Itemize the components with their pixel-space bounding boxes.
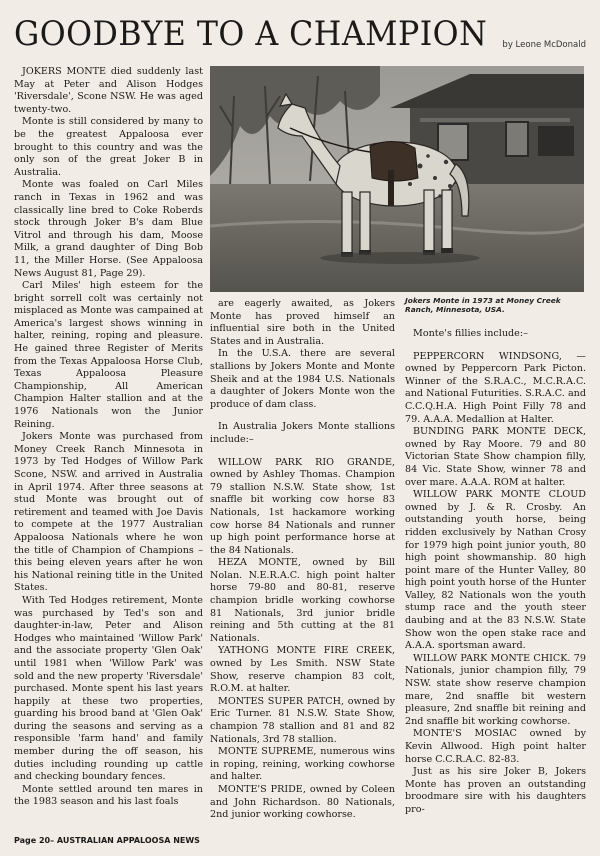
horse-photo — [210, 66, 584, 292]
paragraph: HEZA MONTE, owned by Bill Nolan. N.E.R.A.C. high point halter horse 79-80 and 80-81, reserve champion bridle working cowhorse 81 Nationals, 3rd junior bridle reining and 5th cutting at the 81 Nationals. — [210, 557, 395, 644]
paragraph: MONTE SUPREME, numerous wins in roping, reining, working cowhorse and halter. — [210, 746, 395, 783]
article-title: GOODBYE TO A CHAMPION — [14, 14, 488, 54]
paragraph: Monte is still considered by many to be the greatest Appaloosa ever brought to this country and was the only son of the great Joker B in Australia. — [14, 116, 203, 178]
paragraph: MONTE'S MOSIAC owned by Kevin Allwood. High point halter horse C.C.R.A.C. 82-83. — [405, 728, 586, 765]
paragraph: JOKERS MONTE died suddenly last May at Peter and Alison Hodges 'Riversdale', Scone NSW. He was aged twenty-two. — [14, 66, 203, 115]
paragraph: Monte's fillies include:– — [413, 328, 528, 339]
paragraph: MONTES SUPER PATCH, owned by Eric Turner. 81 N.S.W. State Show, champion 78 stallion and 81 and 82 Nationals, 3rd 78 stallion. — [210, 695, 395, 745]
paragraph: BUNDING PARK MONTE DECK, owned by Ray Moore. 79 and 80 Victorian State Show champion filly, 84 Vic. State Show, winner 78 and over mare. A.A.A. ROM at halter. — [405, 426, 586, 488]
paragraph: Jokers Monte was purchased from Money Creek Ranch Minnesota in 1973 by Ted Hodges of Willow Park Scone, NSW. and arrived in Australia in April 1974. After three seasons at stud Monte was brought out of retirement and teamed with Joe Davis to compete at the 1977 Australian Appaloosa Nationals where he won the title of Champion of Champions – this being eleven years after he won his National reining title in the United States. — [14, 431, 203, 594]
paragraph: WILLOW PARK MONTE CLOUD owned by J. & R. Crosby. An outstanding youth horse, being ridden exclusively by Nathan Crosy for 1979 high point junior youth, 80 high point showmanship. 80 high point mare of the Hunter Valley, 80 high point youth horse of the Hunter Valley, 82 Nationals won the youth stump race and the youth steer daubing and at the 83 N.S.W. State Show won the open stake race and A.A.A. sportsman award. — [405, 489, 586, 652]
paragraph: Monte was foaled on Carl Miles ranch in Texas in 1962 and was classically line bred to Coke Roberds stock through Joker B's dam Blue Vitrol and through his dam, Moose Milk, a grand daughter of Ding Bob 11, the Miller Horse. (See Appaloosa News August 81, Page 29). — [14, 179, 203, 279]
paragraph: Just as his sire Joker B, Jokers Monte has proven an outstanding broodmare sire with his daughters pro- — [405, 766, 586, 815]
column-1 — [14, 66, 203, 826]
column-2 — [210, 298, 395, 846]
paragraph: In Australia Jokers Monte stallions include:– — [210, 421, 395, 445]
paragraph: Carl Miles' high esteem for the bright sorrell colt was certainly not misplaced as Monte was campained at America's largest shows winning in halter, reining, roping and pleasure. He gained three Register of Merits from the Texas Appaloosa Horse Club, Texas Appaloosa Pleasure Championship, All American Champion Halter stallion and at the 1976 Nationals won the Junior Reining. — [14, 280, 203, 430]
photo-caption: Jokers Monte in 1973 at Money Creek Ranch, Minnesota, USA. — [405, 296, 561, 314]
paragraph: Monte settled around ten mares in the 1983 season and his last foals — [14, 783, 203, 808]
paragraph: WILLOW PARK MONTE CHICK. 79 Nationals, junior champion filly, 79 NSW. state show reserve champion mare, 2nd snaffle bit western pleasure, 2nd snaffle bit reining and 2nd snaffle bit working cowhorse. — [405, 652, 586, 727]
paragraph: are eagerly awaited, as Jokers Monte has proved himself an influential sire both in the United States and in Australia. — [210, 298, 395, 347]
paragraph: With Ted Hodges retirement, Monte was purchased by Ted's son and daughter-in-law, Peter and Alison Hodges who maintained 'Willow Park' and the associate property 'Glen Oak' until 1981 when 'Willow Park' was sold and the new property 'Riversdale' purchased. Monte spent his last years happily at these two properties, guarding his brood band at 'Glen Oak' during the seasons and serving as a responsible 'farm hand' and family member during the off season, his duties including rounding up cattle and checking boundary fences. — [14, 594, 203, 783]
paragraph: YATHONG MONTE FIRE CREEK, owned by Les Smith. NSW State Show, reserve champion 83 colt, R.O.M. at halter. — [210, 645, 395, 695]
page-footer: Page 20– AUSTRALIAN APPALOOSA NEWS — [14, 836, 200, 845]
column-3 — [405, 328, 586, 846]
paragraph: In the U.S.A. there are several stallions by Jokers Monte and Monte Sheik and at the 1984 U.S. Nationals a daughter of Jokers Monte won the produce of dam class. — [210, 348, 395, 410]
paragraph: WILLOW PARK RIO GRANDE, owned by Ashley Thomas. Champion 79 stallion N.S.W. State show, 1st snaffle bit working cow horse 83 Nationals, 1st hackamore working cow horse 84 Nationals and runner up high point performance horse at the 84 Nationals. — [210, 456, 395, 556]
paragraph: PEPPERCORN WINDSONG, — owned by Peppercorn Park Picton. Winner of the S.R.A.C., M.C.R.A.C. and National Futurities. S.R.A.C. and C.C.Q.H.A. High Point Filly 78 and 79. A.A.A. Medallion at Halter. — [405, 350, 586, 425]
byline: by Leone McDonald — [502, 40, 586, 50]
paragraph: MONTE'S PRIDE, owned by Coleen and John Richardson. 80 Nationals, 2nd junior working cowhorse. — [210, 783, 395, 821]
